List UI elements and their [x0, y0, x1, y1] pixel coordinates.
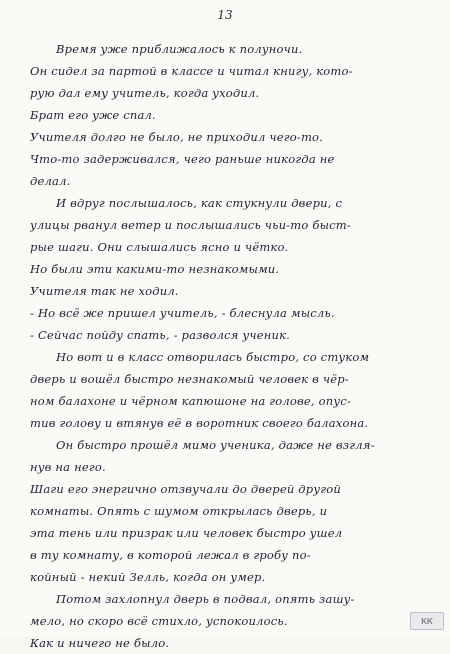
text-line: эта тень или призрак или человек быстро ушел	[30, 526, 343, 540]
text-line: рую дал ему учитель, когда уходил.	[30, 86, 260, 100]
text-line: Учителя так не ходил.	[30, 284, 179, 298]
text-line: койный - некий Зелль, когда он умер.	[30, 570, 266, 584]
text-line: - Но всё же пришел учитель, - блеснула мысль.	[30, 306, 335, 320]
text-line: Потом захлопнул дверь в подвал, опять зашу-	[56, 592, 355, 606]
text-line: Шаги его энергично отзвучали до дверей другой	[30, 482, 341, 496]
text-line: Что-то задерживался, чего раньше никогда не	[30, 152, 335, 166]
text-line: Он сидел за партой в классе и читал книгу, кото-	[30, 64, 353, 78]
archive-logo	[410, 612, 444, 630]
text-line: комнаты. Опять с шумом открылась дверь, и	[30, 504, 328, 518]
text-line: тив голову и втянув её в воротник своего балахона.	[30, 416, 369, 430]
text-line: делал.	[30, 174, 71, 188]
archive-logo-text: KK	[421, 616, 433, 626]
text-line: Учителя долго не было, не приходил чего-то.	[30, 130, 324, 144]
text-line: Он быстро прошёл мимо ученика, даже не взгля-	[56, 438, 375, 452]
text-line: в ту комнату, в которой лежал в гробу по-	[30, 548, 311, 562]
text-line: Но были эти какими-то незнакомыми.	[30, 262, 280, 276]
text-line: И вдруг послышалось, как стукнули двери, с	[56, 196, 343, 210]
text-line: рые шаги. Они слышались ясно и чётко.	[30, 240, 289, 254]
text-line: Но вот и в класс отворилась быстро, со стуком	[56, 350, 370, 364]
text-line: - Сейчас пойду спать, - разволся ученик.	[30, 328, 291, 342]
text-line: нув на него.	[30, 460, 106, 474]
text-line: ном балахоне и чёрном капюшоне на голове, опус-	[30, 394, 351, 408]
page-number: 13	[217, 8, 233, 22]
handwritten-text-block	[30, 38, 430, 654]
text-line: мело, но скоро всё стихло, успокоилось.	[30, 614, 288, 628]
text-line: улицы рванул ветер и послышались чьи-то быст-	[30, 218, 351, 232]
text-line: Брат его уже спал.	[30, 108, 156, 122]
text-line: Как и ничего не было.	[30, 636, 170, 650]
text-line: Время уже приближалось к полуночи.	[56, 42, 303, 56]
text-line: дверь и вошёл быстро незнакомый человек в чёр-	[30, 372, 349, 386]
